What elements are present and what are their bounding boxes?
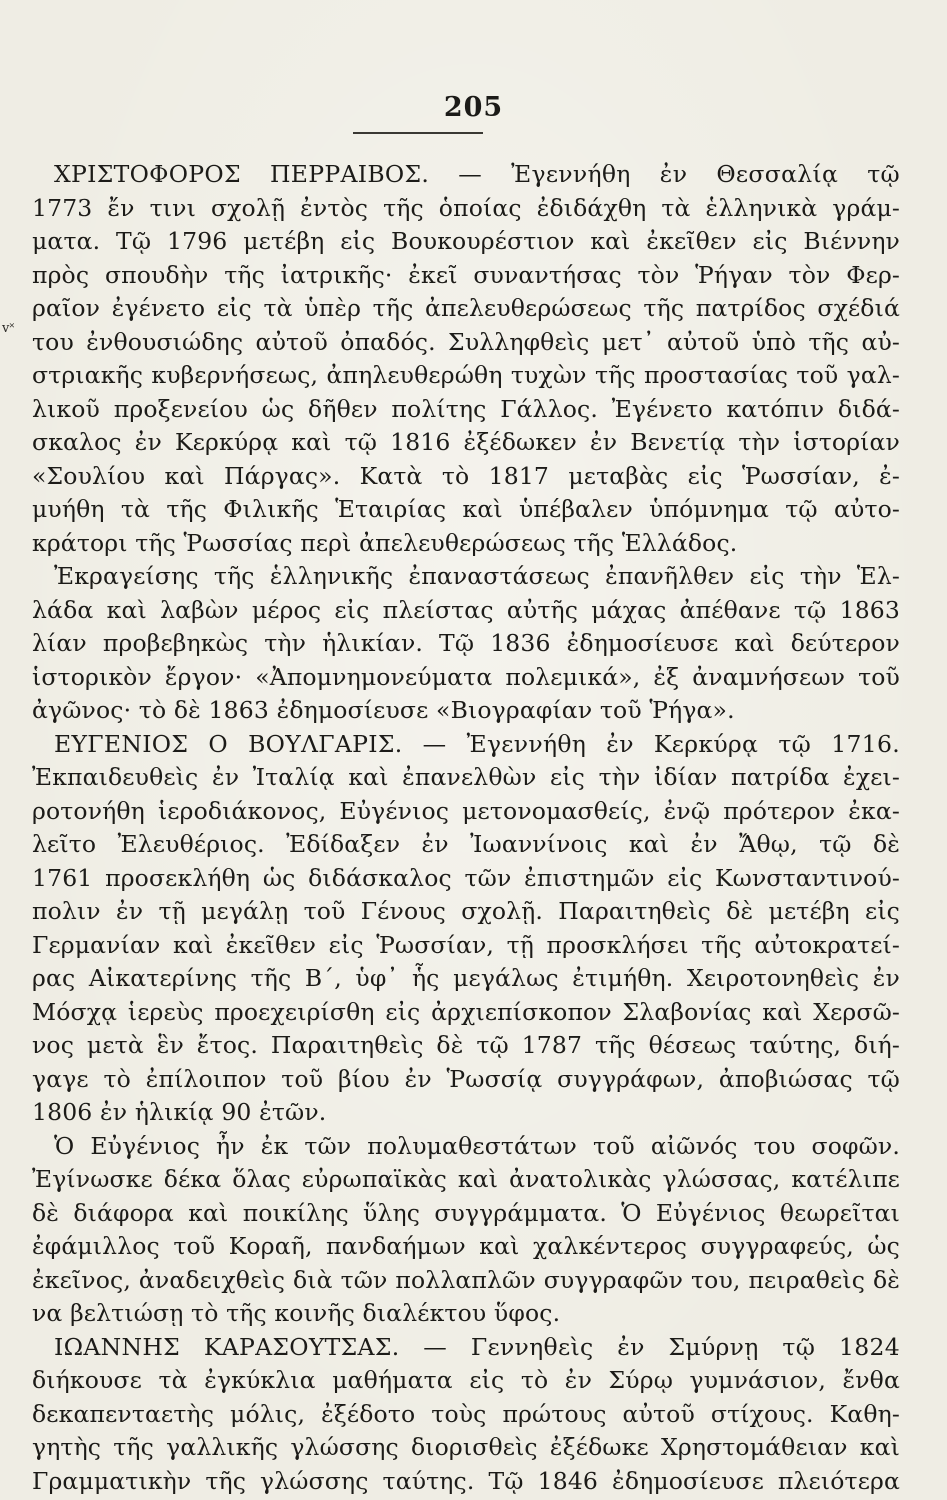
text-line: ἱστορικὸν ἔργον· «Ἀπομνημονεύματα πολεμικά», ἐξ ἀναμνήσεων τοῦ xyxy=(32,662,900,691)
text-line: νος μετὰ ἓν ἔτος. Παραιτηθεὶς δὲ τῷ 1787 τῆς θέσεως ταύτης, διή- xyxy=(32,1031,900,1059)
text-line: στριακῆς κυβερνήσεως, ἀπηλευθερώθη τυχὼν τῆς προστασίας τοῦ γαλ- xyxy=(32,361,900,389)
text-line: γαγε τὸ ἐπίλοιπον τοῦ βίου ἐν Ῥωσσίᾳ συγγράφων, ἀποβιώσας τῷ xyxy=(32,1064,900,1093)
text-line: Ὁ Εὐγένιος ἦν ἐκ τῶν πολυμαθεστάτων τοῦ αἰῶνός του σοφῶν. xyxy=(54,1131,900,1160)
text-line: 1761 προσεκλήθη ὡς διδάσκαλος τῶν ἐπιστημῶν εἰς Κωνσταντινού- xyxy=(32,863,900,892)
text-line: «Σουλίου καὶ Πάργας». Κατὰ τὸ 1817 μεταβὰς εἰς Ῥωσσίαν, ἐ- xyxy=(32,461,900,490)
text-line: Μόσχᾳ ἱερεὺς προεχειρίσθη εἰς ἀρχιεπίσκοπον Σλαβονίας καὶ Χερσῶ- xyxy=(32,997,900,1026)
text-line: να βελτιώσῃ τὸ τῆς κοινῆς διαλέκτου ὕφος. xyxy=(32,1299,561,1327)
text-line: Γερμανίαν καὶ ἐκεῖθεν εἰς Ῥωσσίαν, τῇ προσκλήσει τῆς αὐτοκρατεί- xyxy=(32,930,900,959)
header-rule xyxy=(353,132,483,134)
margin-note: v˟ xyxy=(2,321,15,336)
text-line: διήκουσε τὰ ἐγκύκλια μαθήματα εἰς τὸ ἐν Σύρῳ γυμνάσιον, ἔνθα xyxy=(32,1366,900,1394)
page-number: 205 xyxy=(443,92,504,123)
text-line: πρὸς σπουδὴν τῆς ἰατρικῆς· ἐκεῖ συναντήσας τὸν Ῥήγαν τὸν Φερ- xyxy=(32,260,900,289)
text-line: γητὴς τῆς γαλλικῆς γλώσσης διορισθεὶς ἐξέδωκε Χρηστομάθειαν καὶ xyxy=(32,1433,900,1461)
text-line: 1806 ἐν ἡλικίᾳ 90 ἐτῶν. xyxy=(32,1098,327,1126)
text-line: ἐφάμιλλος τοῦ Κοραῆ, πανδαήμων καὶ χαλκέντερος συγγραφεύς, ὡς xyxy=(32,1232,900,1260)
text-line: ΙΩΑΝΝΗΣ ΚΑΡΑΣΟΥΤΣΑΣ. — Γεννηθεὶς ἐν Σμύρνῃ τῷ 1824 xyxy=(54,1332,900,1361)
text-line: ρας Αἰκατερίνης τῆς Β΄, ὑφ᾽ ἧς μεγάλως ἐτιμήθη. Χειροτονηθεὶς ἐν xyxy=(32,964,900,992)
text-line: λάδα καὶ λαβὼν μέρος εἰς πλείστας αὐτῆς μάχας ἀπέθανε τῷ 1863 xyxy=(32,595,900,624)
text-line: σκαλος ἐν Κερκύρᾳ καὶ τῷ 1816 ἐξέδωκεν ἐν Βενετίᾳ τὴν ἱστορίαν xyxy=(32,428,900,456)
text-line: ΕΥΓΕΝΙΟΣ Ο ΒΟΥΛΓΑΡΙΣ. — Ἐγεννήθη ἐν Κερκύρᾳ τῷ 1716. xyxy=(54,729,900,758)
text-line: ἀγῶνος· τὸ δὲ 1863 ἐδημοσίευσε «Βιογραφίαν τοῦ Ῥήγα». xyxy=(32,696,735,724)
text-line: Γραμματικὴν τῆς γλώσσης ταύτης. Τῷ 1846 ἐδημοσίευσε πλειότερα xyxy=(32,1466,900,1495)
text-line: ΧΡΙΣΤΟΦΟΡΟΣ ΠΕΡΡΑΙΒΟΣ. — Ἐγεννήθη ἐν Θεσσαλίᾳ τῷ xyxy=(54,160,900,188)
text-line: πολιν ἐν τῇ μεγάλῃ τοῦ Γένους σχολῇ. Παραιτηθεὶς δὲ μετέβη εἰς xyxy=(32,897,900,925)
text-line: ματα. Τῷ 1796 μετέβη εἰς Βουκουρέστιον καὶ ἐκεῖθεν εἰς Βιέννην xyxy=(32,227,900,255)
text-line: κράτορι τῆς Ῥωσσίας περὶ ἀπελευθερώσεως τῆς Ἑλλάδος. xyxy=(32,528,738,557)
text-line: Ἐγίνωσκε δέκα ὅλας εὐρωπαϊκὰς καὶ ἀνατολικὰς γλώσσας, κατέλιπε xyxy=(32,1165,900,1193)
text-line: ροτονήθη ἱεροδιάκονος, Εὐγένιος μετονομασθείς, ἐνῷ πρότερον ἐκα- xyxy=(32,796,900,825)
text-line: λίαν προβεβηκὼς τὴν ἡλικίαν. Τῷ 1836 ἐδημοσίευσε καὶ δεύτερον xyxy=(32,629,900,657)
text-line: δὲ διάφορα καὶ ποικίλης ὕλης συγγράμματα. Ὁ Εὐγένιος θεωρεῖται xyxy=(32,1198,900,1227)
text-line: λικοῦ προξενείου ὡς δῆθεν πολίτης Γάλλος. Ἐγένετο κατόπιν διδά- xyxy=(32,394,900,423)
text-line: μυήθη τὰ τῆς Φιλικῆς Ἑταιρίας καὶ ὑπέβαλεν ὑπόμνημα τῷ αὐτο- xyxy=(32,495,900,523)
text-line: λεῖτο Ἐλευθέριος. Ἐδίδαξεν ἐν Ἰωαννίνοις καὶ ἐν Ἄθῳ, τῷ δὲ xyxy=(32,830,900,858)
text-line: δεκαπενταετὴς μόλις, ἐξέδοτο τοὺς πρώτους αὐτοῦ στίχους. Καθη- xyxy=(32,1399,900,1428)
text-line: ραῖον ἐγένετο εἰς τὰ ὑπὲρ τῆς ἀπελευθερώσεως τῆς πατρίδος σχέδιά xyxy=(32,294,900,322)
text-line: Ἐκραγείσης τῆς ἑλληνικῆς ἐπαναστάσεως ἐπανῆλθεν εἰς τὴν Ἑλ- xyxy=(54,562,900,590)
text-line: ἐκεῖνος, ἀναδειχθεὶς διὰ τῶν πολλαπλῶν συγγραφῶν του, πειραθεὶς δὲ xyxy=(32,1265,900,1294)
text-line: Ἐκπαιδευθεὶς ἐν Ἰταλίᾳ καὶ ἐπανελθὼν εἰς τὴν ἰδίαν πατρίδα ἐχει- xyxy=(32,763,900,791)
body-text xyxy=(32,158,900,1498)
text-line: του ἐνθουσιώδης αὐτοῦ ὀπαδός. Συλληφθεὶς μετ᾽ αὐτοῦ ὑπὸ τῆς αὐ- xyxy=(32,327,900,356)
text-line: 1773 ἔν τινι σχολῇ ἐντὸς τῆς ὁποίας ἐδιδάχθη τὰ ἑλληνικὰ γράμ- xyxy=(32,193,900,222)
